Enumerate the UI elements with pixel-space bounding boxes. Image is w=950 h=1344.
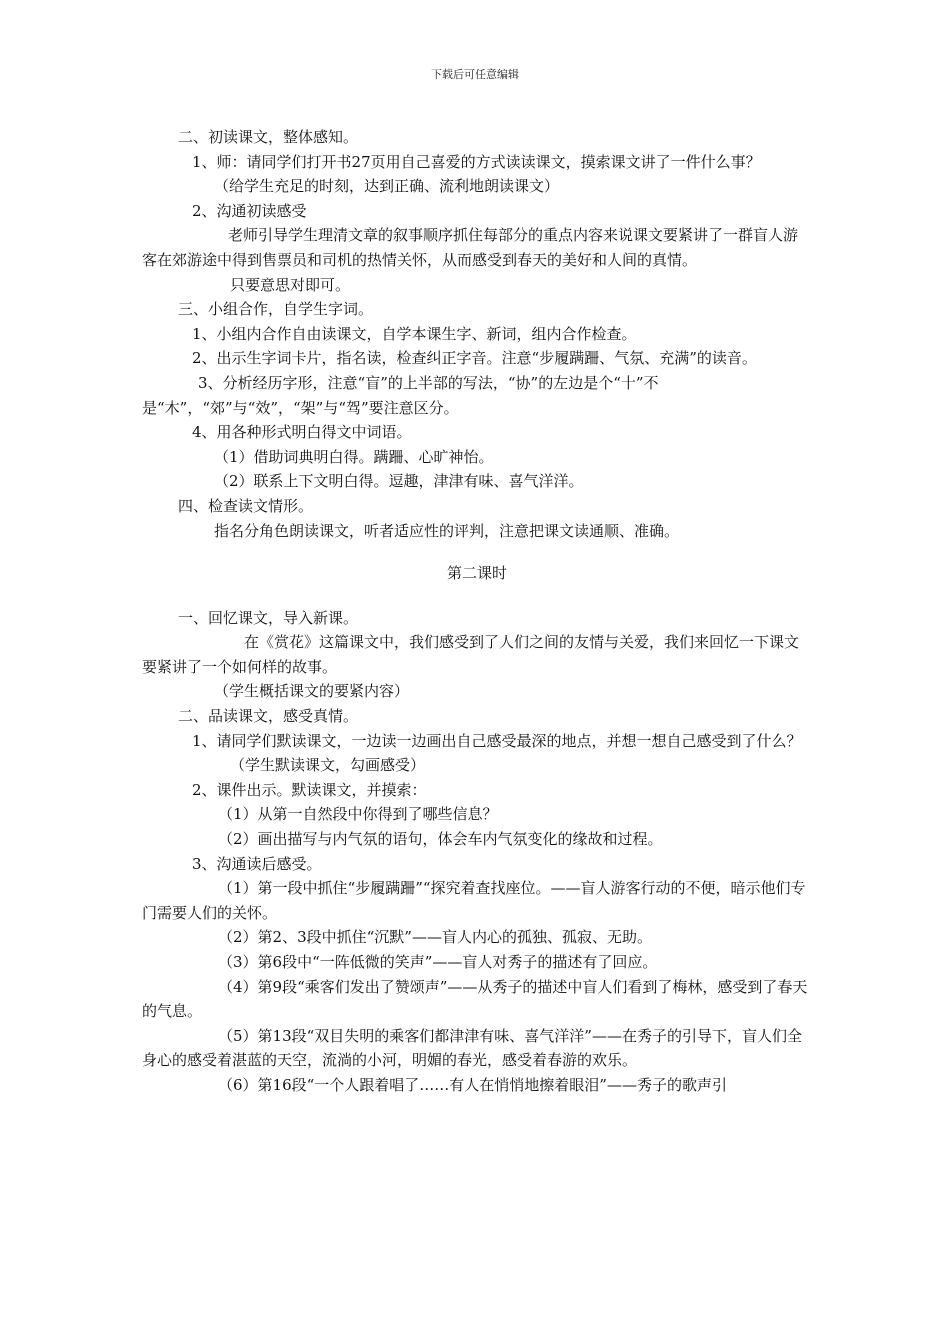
paragraph: 3、分析经历字形，注意“盲”的上半部的写法，“协”的左边是个“十”不是“木”，“郊”与“效”，“架”与“驾”要注意区分。 — [142, 373, 659, 417]
lesson-title: 第二课时 — [446, 564, 507, 583]
paragraph: （3）第6段中“一阵低微的笑声”——盲人对秀子的描述有了回应。 — [218, 953, 658, 971]
paragraph: 指名分角色朗读课文，听者适应性的评判，注意把课文读通顺、准确。 — [214, 521, 680, 540]
paragraph: （1）第一段中抓住“步履蹒跚”“探究着查找座位。——盲人游客行动的不便，暗示他们专门需要人们的关怀。 — [142, 879, 806, 922]
section-heading: 二、品读课文，感受真情。 — [178, 707, 359, 726]
paragraph: （学生概括课文的要紧内容） — [214, 682, 410, 701]
page-header: 下载后可任意编辑 — [431, 68, 519, 81]
paragraph: 只要意思对即可。 — [230, 275, 351, 294]
paragraph: （2）画出描写与内气氛的语句，体会车内气氛变化的缘故和过程。 — [218, 830, 663, 849]
paragraph: （学生默读课文，勾画感受） — [230, 756, 426, 775]
paragraph: 1、师：请同学们打开书27页用自己喜爱的方式读读课文，摸索课文讲了一件什么事？ — [192, 152, 761, 171]
paragraph: 4、用各种形式明白得文中词语。 — [192, 423, 412, 442]
paragraph: （5）第13段“双目失明的乘客们都津津有味、喜气洋洋”——在秀子的引导下，盲人们全身心的感受着湛蓝的天空，流淌的小河，明媚的春光，感受着春游的欢乐。 — [142, 1026, 802, 1070]
paragraph: 1、小组内合作自由读课文，自学本课生字、新词，组内合作检查。 — [192, 324, 637, 343]
paragraph: 2、出示生字词卡片，指名读，检查纠正字音。注意“步履蹒跚、气氛、充满”的读音。 — [192, 349, 757, 368]
section-heading: 二、初读课文，整体感知。 — [178, 128, 359, 146]
paragraph: 3、沟通读后感受。 — [192, 854, 322, 873]
paragraph: （2）第2、3段中抓住“沉默”——盲人内心的孤独、孤寂、无助。 — [218, 928, 652, 947]
section-heading: 四、检查读文情形。 — [178, 496, 314, 515]
paragraph: 老师引导学生理清文章的叙事顺序抓住每部分的重点内容来说课文要紧讲了一群盲人游客在郊游途中得到售票员和司机的热情关怀，从而感受到春天的美好和人间的真情。 — [142, 226, 799, 269]
paragraph: 2、课件出示。默读课文，并摸索： — [192, 780, 427, 799]
paragraph: 1、请同学们默读课文，一边读一边画出自己感受最深的地点，并想一想自己感受到了什么？ — [192, 731, 802, 750]
paragraph: （1）借助词典明白得。蹒跚、心旷神怡。 — [214, 447, 494, 466]
paragraph: （4）第9段“乘客们发出了赞颂声”——从秀子的描述中盲人们看到了梅林，感受到了春天的气息。 — [142, 977, 808, 1021]
paragraph: （1）从第一自然段中你得到了哪些信息？ — [218, 805, 498, 824]
section-heading: 一、回忆课文，导入新课。 — [178, 608, 359, 627]
paragraph: （给学生充足的时刻，达到正确、流利地朗读课文） — [214, 177, 560, 196]
paragraph: 2、沟通初读感受 — [192, 201, 307, 220]
paragraph: （6）第16段“一个人跟着唱了……有人在悄悄地擦着眼泪”——秀子的歌声引 — [218, 1075, 727, 1094]
paragraph: 在《赏花》这篇课文中，我们感受到了人们之间的友情与关爱，我们来回忆一下课文要紧讲了一个如何样的故事。 — [142, 633, 800, 676]
paragraph: （2）联系上下文明白得。逗趣，津津有味、喜气洋洋。 — [214, 472, 584, 491]
document-body — [142, 125, 812, 1098]
section-heading: 三、小组合作，自学生字词。 — [178, 300, 374, 319]
